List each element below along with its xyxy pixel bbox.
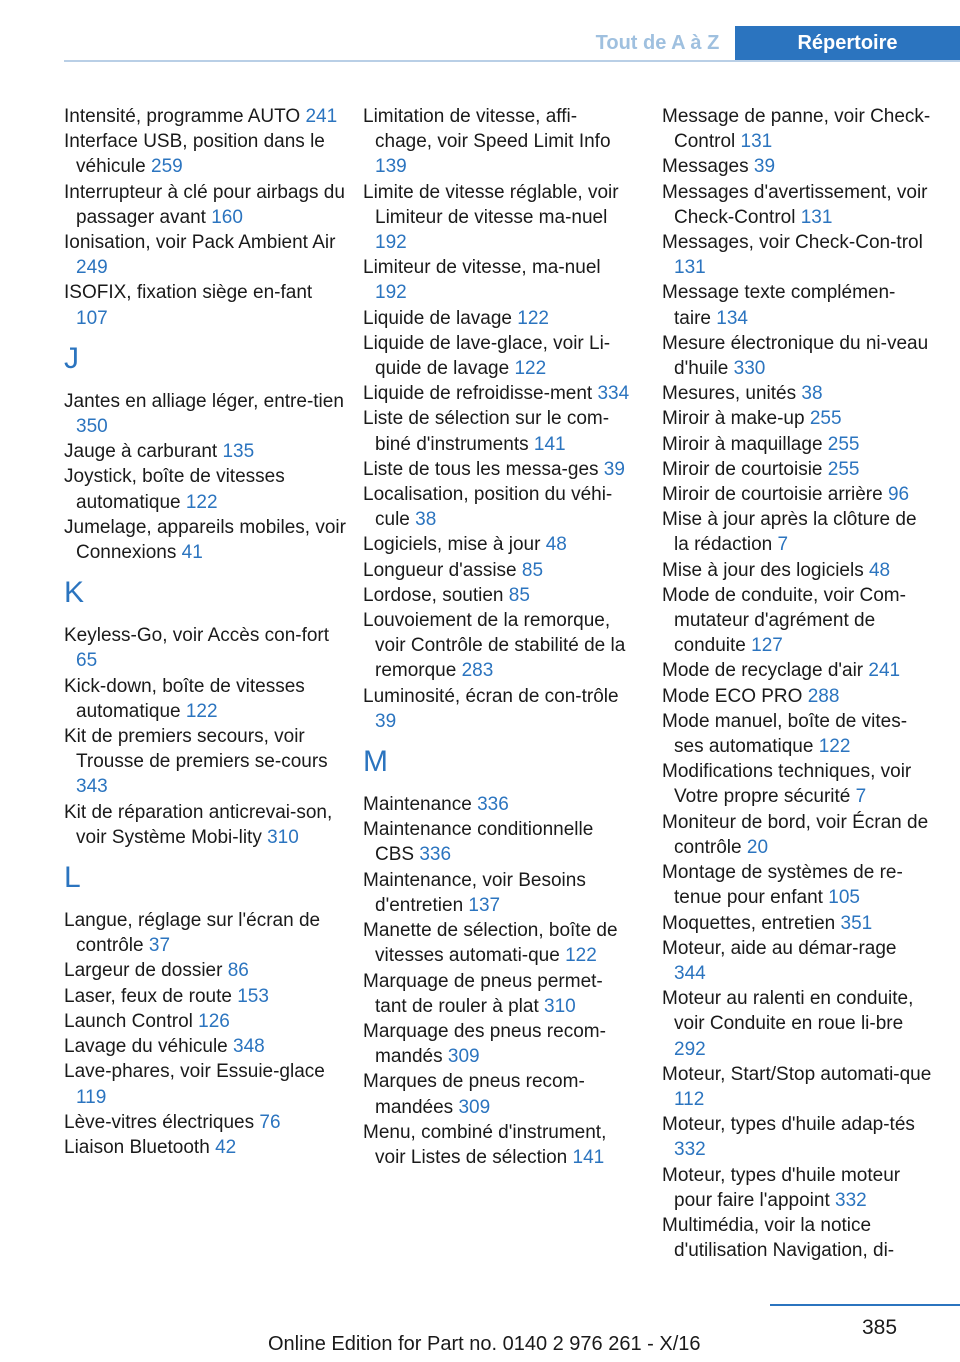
entry-text: Modifications techniques, voir Votre propre sécurité [662, 761, 912, 808]
entry-text: Lordose, soutien [363, 584, 504, 606]
page-reference-link[interactable]: 76 [259, 1111, 281, 1133]
index-column-1 [64, 104, 346, 1160]
entry-text: Logiciels, mise à jour [363, 534, 541, 556]
entry-text: Joystick, boîte de vitesses automatique [64, 466, 285, 513]
entry-text: Lavage du véhicule [64, 1036, 228, 1058]
index-entry [363, 918, 633, 968]
entry-text: Mode de conduite, voir Com-mutateur d'agrément de conduite [662, 584, 906, 657]
index-entry [64, 280, 346, 330]
page-reference-link[interactable]: 7 [855, 786, 867, 808]
entry-text: Jauge à carburant [64, 441, 218, 463]
entry-text: Moniteur de bord, voir Écran de contrôle [662, 811, 929, 858]
entry-text: Miroir de courtoisie [662, 458, 823, 480]
index-entry [64, 674, 346, 724]
index-entry [64, 623, 346, 673]
entry-text: Moteur au ralenti en conduite, voir Conduite en roue li-bre [662, 988, 914, 1035]
index-entry [363, 1069, 633, 1119]
index-entry [64, 984, 346, 1009]
tab-repertoire[interactable]: Répertoire [735, 26, 960, 60]
entry-text: Lève-vitres électriques [64, 1111, 255, 1133]
index-entry [662, 482, 932, 507]
footer-divider [770, 1304, 960, 1306]
index-entry [662, 1112, 932, 1162]
page-reference-link[interactable]: 38 [801, 383, 823, 405]
page-reference-link[interactable]: 127 [751, 635, 783, 657]
section-letter: L [64, 861, 81, 895]
index-entry [662, 406, 932, 431]
entry-text: Messages, voir Check-Con-trol [662, 232, 923, 254]
page-reference-link[interactable]: 112 [674, 1088, 705, 1110]
entry-text: Jantes en alliage léger, entre-tien [64, 390, 344, 412]
page-reference-link[interactable]: 334 [597, 383, 630, 405]
index-entry [64, 180, 346, 230]
page-reference-link[interactable]: 344 [674, 962, 706, 984]
page-reference-link[interactable]: 241 [305, 106, 338, 127]
index-entry [64, 1110, 346, 1135]
page-reference-link[interactable]: 41 [181, 542, 203, 564]
index-entry [662, 709, 932, 759]
index-entry [662, 759, 932, 809]
entry-text: Miroir à maquillage [662, 433, 823, 455]
page-reference-link[interactable]: 85 [521, 559, 544, 581]
entry-text: Marquage de pneus permet-tant de rouler à plat [363, 970, 603, 1017]
entry-text: Longueur d'assise [363, 559, 517, 581]
page-reference-link[interactable]: 122 [565, 945, 597, 967]
index-entry [662, 180, 932, 230]
index-entry [64, 1059, 346, 1109]
page-reference-link[interactable]: 309 [447, 1046, 480, 1068]
page-reference-link[interactable]: 131 [674, 257, 706, 279]
index-entry [363, 969, 633, 1019]
index-entry [363, 406, 633, 456]
entry-text: Limite de vitesse réglable, voir Limiteur de vitesse ma-nuel [363, 181, 619, 228]
entry-text: Jumelage, appareils mobiles, voir Connexions [64, 516, 346, 564]
index-entry [363, 180, 633, 256]
index-entry [662, 1163, 932, 1213]
entry-text: Moquettes, entretien [662, 912, 836, 934]
entry-text: Moteur, types d'huile moteur pour faire l'appoint [662, 1164, 901, 1211]
index-entry [662, 684, 932, 709]
entry-text: Marques de pneus recom-mandées [363, 1071, 585, 1118]
page-reference-link[interactable]: 39 [375, 710, 397, 732]
page-reference-link[interactable]: 39 [603, 458, 625, 480]
page-reference-link[interactable]: 107 [76, 307, 108, 329]
entry-text: Ionisation, voir Pack Ambient Air [64, 232, 336, 254]
entry-text: Luminosité, écran de con-trôle [363, 685, 619, 707]
index-entry [662, 280, 932, 330]
entry-text: ISOFIX, fixation siège en-fant [64, 282, 313, 304]
page-reference-link[interactable]: 126 [198, 1010, 230, 1032]
page-reference-link[interactable]: 310 [544, 995, 576, 1017]
entry-text: Mode ECO PRO [662, 685, 803, 707]
page-reference-link[interactable]: 310 [267, 826, 299, 848]
entry-text: Liquide de lave-glace, voir Li-quide de lavage [363, 332, 611, 380]
page-reference-link[interactable]: 65 [76, 650, 98, 672]
index-entry [363, 381, 633, 406]
page-reference-link[interactable]: 139 [375, 156, 407, 178]
page-reference-link[interactable]: 192 [375, 282, 407, 304]
index-entry [662, 558, 932, 583]
index-entry [64, 389, 346, 439]
page-reference-link[interactable]: 351 [840, 912, 873, 934]
index-entry [363, 583, 633, 608]
entry-text: Marquage des pneus recom-mandés [363, 1020, 606, 1068]
index-entry [363, 817, 633, 867]
entry-text: Messages d'avertissement, voir Check-Control [662, 181, 928, 228]
page-reference-link[interactable]: 122 [517, 307, 549, 329]
index-entry [662, 154, 932, 179]
page-reference-link[interactable]: 42 [215, 1136, 237, 1158]
page-reference-link[interactable]: 343 [76, 776, 108, 798]
page-reference-link[interactable]: 122 [185, 700, 218, 722]
page-reference-link[interactable]: 160 [211, 206, 243, 228]
page-reference-link[interactable]: 131 [740, 131, 773, 153]
index-entry [64, 1009, 346, 1034]
entry-text: Manette de sélection, boîte de vitesses automati-que [363, 920, 618, 967]
entry-text: Kit de premiers secours, voir Trousse de premiers se-cours [64, 726, 328, 773]
index-entry [363, 558, 633, 583]
page-reference-link[interactable]: 348 [233, 1036, 265, 1058]
page-reference-link[interactable]: 332 [674, 1139, 706, 1161]
edition-footer: Online Edition for Part no. 0140 2 976 261 - X/16 [268, 1333, 701, 1355]
page-reference-link[interactable]: 131 [800, 206, 833, 228]
entry-text: Limitation de vitesse, affi-chage, voir Speed Limit Info [363, 106, 611, 153]
index-entry [662, 381, 932, 406]
page-reference-link[interactable]: 330 [733, 358, 766, 380]
page-reference-link[interactable]: 292 [674, 1038, 706, 1060]
page-reference-link[interactable]: 134 [716, 307, 748, 329]
entry-text: Largeur de dossier [64, 960, 223, 982]
index-entry [662, 936, 932, 986]
section-letter: K [64, 576, 85, 610]
section-letter: J [64, 341, 79, 375]
page-reference-link[interactable]: 153 [237, 985, 269, 1007]
entry-text: Laser, feux de route [64, 985, 232, 1007]
index-entry [363, 1019, 633, 1069]
page-reference-link[interactable]: 332 [835, 1189, 867, 1211]
entry-text: Mesure électronique du ni-veau d'huile [662, 332, 929, 380]
page-reference-link[interactable]: 96 [887, 484, 910, 506]
page-reference-link[interactable]: 137 [468, 894, 501, 916]
page-reference-link[interactable]: 7 [777, 534, 789, 556]
tab-tout-de-a-a-z[interactable]: Tout de A à Z [595, 32, 720, 54]
index-entry [64, 1135, 346, 1160]
entry-text: Interrupteur à clé pour airbags du passager avant [64, 181, 345, 228]
page-reference-link[interactable]: 336 [477, 794, 509, 816]
index-entry [64, 908, 346, 958]
section-letter: M [363, 745, 388, 779]
page-reference-link[interactable]: 135 [222, 441, 255, 463]
entry-text: Launch Control [64, 1010, 193, 1032]
header-divider [64, 60, 960, 62]
index-entry [363, 331, 633, 381]
page-reference-link[interactable]: 122 [185, 491, 218, 513]
entry-text: Miroir à make-up [662, 408, 805, 430]
index-entry [662, 986, 932, 1062]
entry-text: Mise à jour des logiciels [662, 559, 864, 581]
index-entry [363, 104, 633, 180]
entry-text: Multimédia, voir la notice d'utilisation Navigation, di- [662, 1214, 895, 1262]
index-entry [363, 457, 633, 482]
entry-text: Moteur, types d'huile adap-tés [662, 1114, 915, 1136]
page-reference-link[interactable]: 122 [514, 358, 547, 380]
entry-text: Liaison Bluetooth [64, 1136, 210, 1158]
entry-text: Liquide de lavage [363, 307, 512, 329]
entry-text: Message texte complémen-taire [662, 282, 896, 329]
entry-text: Intensité, programme AUTO [64, 106, 301, 127]
page-reference-link[interactable]: 141 [572, 1146, 605, 1168]
page-reference-link[interactable]: 288 [807, 685, 840, 707]
page-reference-link[interactable]: 241 [868, 660, 901, 682]
page-reference-link[interactable]: 259 [151, 156, 183, 178]
index-entry [662, 1062, 932, 1112]
index-entry [363, 1120, 633, 1170]
index-entry [363, 792, 633, 817]
index-entry [662, 1213, 932, 1263]
entry-text: Liquide de refroidisse-ment [363, 383, 593, 405]
index-entry [64, 515, 346, 565]
entry-text: Mesures, unités [662, 383, 797, 405]
index-entry [64, 958, 346, 983]
entry-text: Mise à jour après la clôture de la rédaction [662, 509, 917, 556]
entry-text: Localisation, position du véhi-cule [363, 484, 613, 531]
page-reference-link[interactable]: 39 [753, 156, 776, 178]
index-entry [662, 432, 932, 457]
index-entry [662, 911, 932, 936]
entry-text: Messages [662, 156, 749, 178]
entry-text: Langue, réglage sur l'écran de contrôle [64, 910, 321, 957]
page-reference-link[interactable]: 255 [809, 408, 842, 430]
index-entry [662, 583, 932, 659]
index-entry [64, 464, 346, 514]
entry-text: Louvoiement de la remorque, voir Contrôle de stabilité de la remorque [363, 610, 626, 682]
index-column-3 [662, 104, 932, 1263]
index-entry [363, 482, 633, 532]
entry-text: Interface USB, position dans le véhicule [64, 131, 325, 178]
entry-text: Mode de recyclage d'air [662, 660, 864, 682]
index-entry [662, 104, 932, 154]
index-entry [363, 306, 633, 331]
entry-text: Mode manuel, boîte de vites-ses automatique [662, 710, 908, 758]
index-entry [662, 457, 932, 482]
entry-text: Message de panne, voir Check-Control [662, 106, 931, 153]
page-reference-link[interactable]: 336 [419, 844, 452, 866]
index-entry [64, 104, 346, 129]
index-entry [662, 658, 932, 683]
entry-text: Miroir de courtoisie arrière [662, 484, 883, 506]
page-reference-link[interactable]: 20 [746, 836, 769, 858]
page-reference-link[interactable]: 85 [508, 584, 530, 606]
page-reference-link[interactable]: 37 [148, 935, 171, 957]
entry-text: Maintenance, voir Besoins d'entretien [363, 869, 586, 916]
index-entry [662, 860, 932, 910]
page-reference-link[interactable]: 86 [227, 960, 249, 982]
page-number: 385 [862, 1316, 898, 1339]
page-reference-link[interactable]: 255 [827, 458, 860, 480]
page-reference-link[interactable]: 255 [827, 433, 860, 455]
page-reference-link[interactable]: 105 [828, 887, 860, 909]
index-entry [64, 800, 346, 850]
index-entry [64, 439, 346, 464]
index-column-2 [363, 104, 633, 1170]
index-entry [64, 230, 346, 280]
entry-text: Maintenance conditionnelle CBS [363, 819, 594, 866]
index-entry [363, 868, 633, 918]
index-entry [662, 331, 932, 381]
entry-text: Menu, combiné d'instrument, voir Listes de sélection [363, 1121, 607, 1168]
entry-text: Liste de sélection sur le com-biné d'instruments [363, 408, 610, 455]
page-reference-link[interactable]: 119 [76, 1086, 107, 1108]
page-header [0, 0, 960, 64]
page-reference-link[interactable]: 350 [76, 416, 108, 438]
index-entry [363, 532, 633, 557]
index-entry [64, 129, 346, 179]
page-reference-link[interactable]: 309 [458, 1096, 491, 1118]
entry-text: Limiteur de vitesse, ma-nuel [363, 257, 601, 279]
entry-text: Liste de tous les messa-ges [363, 458, 599, 480]
page-reference-link[interactable]: 141 [533, 433, 566, 455]
index-entry [363, 684, 633, 734]
page-reference-link[interactable]: 249 [76, 257, 108, 279]
page-reference-link[interactable]: 192 [375, 232, 407, 254]
entry-text: Montage de systèmes de re-tenue pour enfant [662, 862, 903, 909]
entry-text: Maintenance [363, 794, 472, 816]
page-reference-link[interactable]: 48 [545, 534, 567, 556]
index-entry [64, 724, 346, 800]
entry-text: Kit de réparation anticrevai-son, voir Système Mobi-lity [64, 801, 333, 848]
index-entry [662, 810, 932, 860]
entry-text: Kick-down, boîte de vitesses automatique [64, 675, 305, 722]
index-entry [662, 507, 932, 557]
entry-text: Moteur, aide au démar-rage [662, 937, 897, 959]
index-entry [363, 608, 633, 684]
entry-text: Moteur, Start/Stop automati-que [662, 1063, 932, 1085]
index-entry [662, 230, 932, 280]
index-entry [64, 1034, 346, 1059]
entry-text: Keyless-Go, voir Accès con-fort [64, 625, 330, 647]
index-entry [363, 255, 633, 305]
page-reference-link[interactable]: 283 [461, 660, 494, 682]
entry-text: Lave-phares, voir Essuie-glace [64, 1061, 325, 1083]
page-reference-link[interactable]: 122 [818, 736, 851, 758]
page-reference-link[interactable]: 38 [415, 509, 437, 531]
page-reference-link[interactable]: 48 [868, 559, 891, 581]
